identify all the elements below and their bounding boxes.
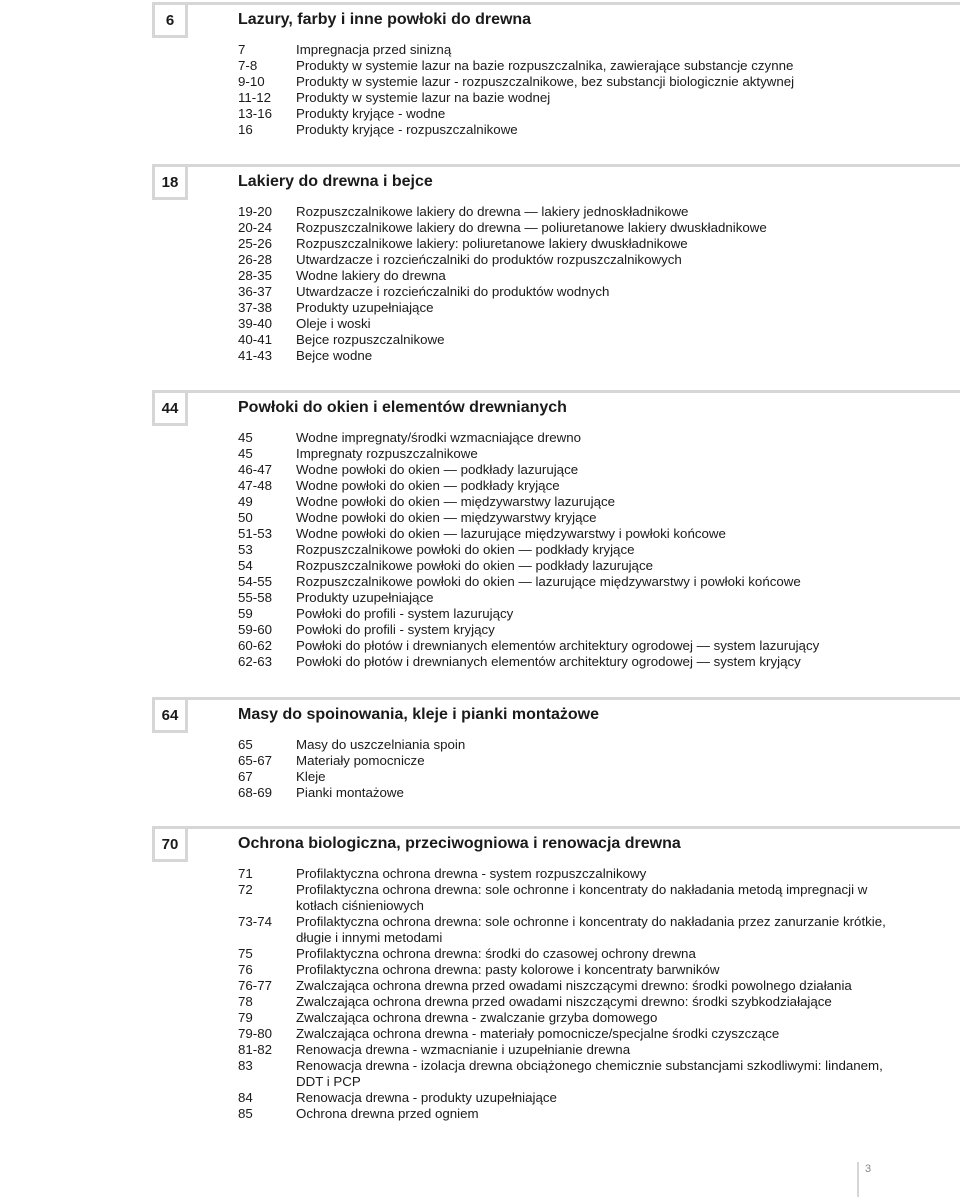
entry-text: Zwalczająca ochrona drewna - materiały pomocnicze/specjalne środki czyszczące: [296, 1026, 780, 1041]
entry-page: 49: [238, 494, 253, 509]
toc-entry[interactable]: [0, 236, 960, 252]
section-title: Lazury, farby i inne powłoki do drewna: [238, 11, 532, 28]
entry-text: Rozpuszczalnikowe lakiery do drewna — poliuretanowe lakiery dwuskładnikowe: [296, 220, 767, 235]
entry-text: Kleje: [296, 769, 326, 784]
toc-entry[interactable]: [0, 284, 960, 300]
toc-entry[interactable]: [0, 622, 960, 638]
toc-entry[interactable]: [0, 300, 960, 316]
entry-page: 76-77: [238, 978, 273, 993]
entry-page: 19-20: [238, 204, 273, 219]
entry-text: Impregnacja przed sinizną: [296, 42, 452, 57]
entry-list: [0, 42, 960, 138]
entry-list: [0, 866, 960, 1122]
toc-entry[interactable]: [0, 494, 960, 510]
toc-entry[interactable]: [0, 542, 960, 558]
section-rule: [152, 390, 960, 393]
entry-text: Ochrona drewna przed ogniem: [296, 1106, 479, 1121]
entry-page: 83: [238, 1058, 253, 1073]
entry-page: 36-37: [238, 284, 273, 299]
entry-text: Oleje i woski: [296, 316, 371, 331]
toc-entry[interactable]: [0, 462, 960, 478]
entry-page: 45: [238, 430, 253, 445]
entry-text: Wodne powłoki do okien — międzywarstwy kryjące: [296, 510, 597, 525]
entry-page: 67: [238, 769, 253, 784]
section-number: 70: [152, 826, 188, 862]
toc-entry[interactable]: [0, 430, 960, 446]
section-rule: [152, 697, 960, 700]
entry-list: [0, 204, 960, 364]
entry-text: Powłoki do płotów i drewnianych elementów architektury ogrodowej — system kryjący: [296, 654, 801, 669]
entry-page: 40-41: [238, 332, 273, 347]
entry-text: Rozpuszczalnikowe powłoki do okien — lazurujące międzywarstwy i powłoki końcowe: [296, 574, 801, 589]
toc-entry[interactable]: [0, 638, 960, 654]
toc-entry[interactable]: [0, 348, 960, 364]
entry-page: 20-24: [238, 220, 273, 235]
entry-page: 84: [238, 1090, 253, 1105]
toc-entry[interactable]: [0, 962, 960, 978]
entry-text: Pianki montażowe: [296, 785, 404, 800]
entry-page: 65: [238, 737, 253, 752]
toc-entry[interactable]: [0, 122, 960, 138]
section-rule: [152, 826, 960, 829]
entry-text: Produkty w systemie lazur na bazie wodnej: [296, 90, 551, 105]
entry-page: 71: [238, 866, 253, 881]
toc-entry[interactable]: [0, 510, 960, 526]
entry-text: Produkty kryjące - wodne: [296, 106, 446, 121]
entry-text: Produkty kryjące - rozpuszczalnikowe: [296, 122, 518, 137]
toc-entry[interactable]: [0, 606, 960, 622]
toc-entry[interactable]: [0, 654, 960, 670]
section-number: 44: [152, 390, 188, 426]
entry-text: Renowacja drewna - produkty uzupełniające: [296, 1090, 557, 1105]
entry-text: Zwalczająca ochrona drewna - zwalczanie grzyba domowego: [296, 1010, 658, 1025]
entry-page: 54-55: [238, 574, 273, 589]
entry-page: 45: [238, 446, 253, 461]
entry-page: 25-26: [238, 236, 273, 251]
entry-page: 79-80: [238, 1026, 273, 1041]
entry-text: Produkty w systemie lazur na bazie rozpuszczalnika, zawierające substancje czynne: [296, 58, 794, 73]
entry-page: 78: [238, 994, 253, 1009]
entry-page: 7-8: [238, 58, 258, 73]
entry-page: 16: [238, 122, 253, 137]
toc-entry[interactable]: [0, 1106, 960, 1122]
toc-entry[interactable]: [0, 446, 960, 462]
toc-entry[interactable]: [0, 769, 960, 785]
page-number: 3: [857, 1162, 871, 1197]
entry-text: Profilaktyczna ochrona drewna: środki do czasowej ochrony drewna: [296, 946, 696, 961]
entry-text: Bejce wodne: [296, 348, 373, 363]
section-title: Ochrona biologiczna, przeciwogniowa i renowacja drewna: [238, 835, 681, 852]
entry-text: Wodne lakiery do drewna: [296, 268, 446, 283]
entry-text: Produkty uzupełniające: [296, 300, 434, 315]
toc-entry[interactable]: [0, 1058, 960, 1090]
entry-text: Profilaktyczna ochrona drewna: sole ochronne i koncentraty do nakładania przez zanurzanie krótkie, długie i innymi metodami: [296, 914, 886, 945]
entry-page: 7: [238, 42, 246, 57]
toc-entry[interactable]: [0, 914, 960, 946]
toc-entry[interactable]: [0, 994, 960, 1010]
entry-text: Rozpuszczalnikowe lakiery do drewna — lakiery jednoskładnikowe: [296, 204, 689, 219]
entry-text: Wodne powłoki do okien — podkłady lazurujące: [296, 462, 579, 477]
entry-page: 53: [238, 542, 253, 557]
entry-page: 39-40: [238, 316, 273, 331]
entry-text: Impregnaty rozpuszczalnikowe: [296, 446, 478, 461]
entry-list: [0, 430, 960, 670]
section-title: Lakiery do drewna i bejce: [238, 173, 433, 190]
entry-page: 76: [238, 962, 253, 977]
toc-entry[interactable]: [0, 1010, 960, 1026]
toc-entry[interactable]: [0, 737, 960, 753]
entry-page: 62-63: [238, 654, 273, 669]
entry-page: 68-69: [238, 785, 273, 800]
entry-text: Renowacja drewna - izolacja drewna obciążonego chemicznie substancjami szkodliwymi: lindanem, DDT i PCP: [296, 1058, 883, 1089]
entry-page: 13-16: [238, 106, 273, 121]
toc-entry[interactable]: [0, 252, 960, 268]
entry-text: Powłoki do profili - system kryjący: [296, 622, 495, 637]
toc-entry[interactable]: [0, 204, 960, 220]
entry-page: 26-28: [238, 252, 273, 267]
entry-text: Profilaktyczna ochrona drewna - system rozpuszczalnikowy: [296, 866, 647, 881]
entry-page: 72: [238, 882, 253, 897]
entry-page: 37-38: [238, 300, 273, 315]
entry-text: Rozpuszczalnikowe powłoki do okien — podkłady lazurujące: [296, 558, 653, 573]
section-number: 64: [152, 697, 188, 733]
entry-page: 59: [238, 606, 253, 621]
entry-text: Profilaktyczna ochrona drewna: sole ochronne i koncentraty do nakładania metodą impregnacji w kotłach ciśnieniowych: [296, 882, 868, 913]
toc-entry[interactable]: [0, 882, 960, 914]
entry-text: Powłoki do profili - system lazurujący: [296, 606, 514, 621]
entry-text: Profilaktyczna ochrona drewna: pasty kolorowe i koncentraty barwników: [296, 962, 720, 977]
toc-entry[interactable]: [0, 58, 960, 74]
toc-entry[interactable]: [0, 574, 960, 590]
entry-list: [0, 737, 960, 801]
entry-page: 85: [238, 1106, 253, 1121]
toc-entry[interactable]: [0, 478, 960, 494]
entry-page: 55-58: [238, 590, 273, 605]
section-number: 18: [152, 164, 188, 200]
entry-text: Renowacja drewna - wzmacnianie i uzupełnianie drewna: [296, 1042, 631, 1057]
section-title: Masy do spoinowania, kleje i pianki montażowe: [238, 706, 599, 723]
toc-entry[interactable]: [0, 332, 960, 348]
entry-page: 59-60: [238, 622, 273, 637]
entry-page: 11-12: [238, 90, 272, 105]
toc-entry[interactable]: [0, 90, 960, 106]
entry-text: Materiały pomocnicze: [296, 753, 425, 768]
entry-page: 60-62: [238, 638, 273, 653]
toc-entry[interactable]: [0, 558, 960, 574]
toc-entry[interactable]: [0, 590, 960, 606]
toc-entry[interactable]: [0, 978, 960, 994]
entry-text: Rozpuszczalnikowe lakiery: poliuretanowe lakiery dwuskładnikowe: [296, 236, 688, 251]
toc-entry[interactable]: [0, 526, 960, 542]
entry-page: 47-48: [238, 478, 273, 493]
entry-page: 65-67: [238, 753, 273, 768]
toc-entry[interactable]: [0, 106, 960, 122]
entry-page: 28-35: [238, 268, 273, 283]
entry-text: Wodne impregnaty/środki wzmacniające drewno: [296, 430, 582, 445]
toc-entry[interactable]: [0, 753, 960, 769]
entry-page: 75: [238, 946, 253, 961]
toc-entry[interactable]: [0, 268, 960, 284]
entry-page: 73-74: [238, 914, 273, 929]
entry-text: Masy do uszczelniania spoin: [296, 737, 466, 752]
section-rule: [152, 2, 960, 5]
entry-text: Wodne powłoki do okien — lazurujące międzywarstwy i powłoki końcowe: [296, 526, 726, 541]
entry-page: 9-10: [238, 74, 265, 89]
entry-text: Zwalczająca ochrona drewna przed owadami niszczącymi drewno: środki szybkodziałające: [296, 994, 832, 1009]
entry-page: 79: [238, 1010, 253, 1025]
entry-page: 41-43: [238, 348, 273, 363]
section-number: 6: [152, 2, 188, 38]
toc-entry[interactable]: [0, 220, 960, 236]
toc-entry[interactable]: [0, 42, 960, 58]
entry-text: Utwardzacze i rozcieńczalniki do produktów rozpuszczalnikowych: [296, 252, 682, 267]
entry-text: Powłoki do płotów i drewnianych elementów architektury ogrodowej — system lazurujący: [296, 638, 820, 653]
toc-entry[interactable]: [0, 316, 960, 332]
toc-entry[interactable]: [0, 1042, 960, 1058]
toc-entry[interactable]: [0, 866, 960, 882]
entry-text: Zwalczająca ochrona drewna przed owadami niszczącymi drewno: środki powolnego działania: [296, 978, 852, 993]
entry-page: 50: [238, 510, 253, 525]
entry-text: Produkty w systemie lazur - rozpuszczalnikowe, bez substancji biologicznie aktywnej: [296, 74, 795, 89]
entry-page: 51-53: [238, 526, 273, 541]
entry-text: Wodne powłoki do okien — międzywarstwy lazurujące: [296, 494, 616, 509]
toc-entry[interactable]: [0, 1090, 960, 1106]
toc-entry[interactable]: [0, 74, 960, 90]
section-rule: [152, 164, 960, 167]
toc-entry[interactable]: [0, 946, 960, 962]
entry-text: Utwardzacze i rozcieńczalniki do produktów wodnych: [296, 284, 610, 299]
entry-text: Wodne powłoki do okien — podkłady kryjące: [296, 478, 560, 493]
entry-page: 46-47: [238, 462, 273, 477]
toc-entry[interactable]: [0, 785, 960, 801]
entry-text: Rozpuszczalnikowe powłoki do okien — podkłady kryjące: [296, 542, 635, 557]
entry-text: Produkty uzupełniające: [296, 590, 434, 605]
entry-page: 81-82: [238, 1042, 273, 1057]
entry-page: 54: [238, 558, 253, 573]
toc-entry[interactable]: [0, 1026, 960, 1042]
entry-text: Bejce rozpuszczalnikowe: [296, 332, 445, 347]
section-title: Powłoki do okien i elementów drewnianych: [238, 399, 567, 416]
